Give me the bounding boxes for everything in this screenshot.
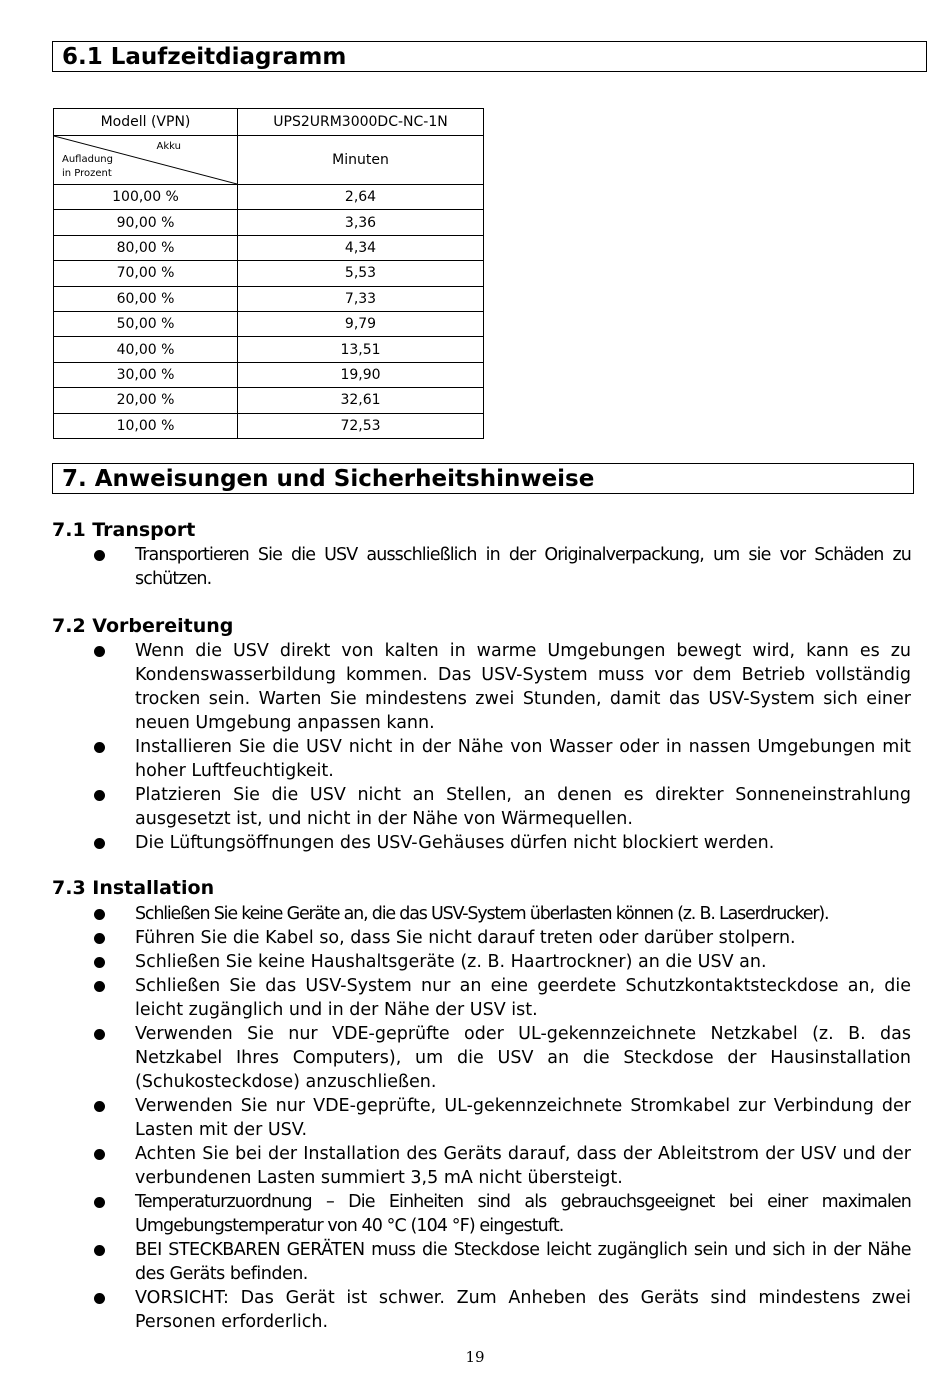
subheading-transport: 7.1 Transport	[52, 519, 196, 541]
list-item	[88, 1190, 911, 1238]
minutes-cell: 3,36	[238, 210, 484, 235]
list-item	[88, 639, 911, 735]
section-title: 6.1 Laufzeitdiagramm	[62, 43, 347, 70]
installation-list	[88, 902, 911, 1334]
bullet-icon	[94, 909, 105, 920]
bullet-icon	[94, 1029, 105, 1040]
minutes-cell: 7,33	[238, 286, 484, 311]
list-item	[88, 974, 911, 1022]
charge-cell: 70,00 %	[54, 261, 238, 286]
table-row	[54, 337, 484, 362]
battery-label: Akku	[156, 141, 181, 152]
charge-cell: 30,00 %	[54, 362, 238, 387]
table-row	[54, 185, 484, 210]
charge-cell: 100,00 %	[54, 185, 238, 210]
charge-cell: 20,00 %	[54, 388, 238, 413]
table-row	[54, 210, 484, 235]
transport-list	[88, 543, 911, 591]
subheading-installation: 7.3 Installation	[52, 877, 215, 899]
bullet-icon	[94, 646, 105, 657]
list-item	[88, 1022, 911, 1094]
charge-cell: 50,00 %	[54, 311, 238, 336]
minutes-cell: 9,79	[238, 311, 484, 336]
minutes-cell: 5,53	[238, 261, 484, 286]
minutes-cell: 13,51	[238, 337, 484, 362]
list-item-text: Platzieren Sie die USV nicht an Stellen, an denen es direkter Sonneneinstrahlung ausgesetzt ist, und nicht in der Nähe von Wärmequellen.	[135, 785, 911, 829]
bullet-icon	[94, 1197, 105, 1208]
bullet-icon	[94, 1149, 105, 1160]
table-row	[54, 362, 484, 387]
charge-cell: 80,00 %	[54, 235, 238, 260]
table-row	[54, 286, 484, 311]
list-item	[88, 1094, 911, 1142]
list-item-text: Schließen Sie keine Geräte an, die das USV-System überlasten können (z. B. Laserdrucker).	[135, 904, 829, 924]
charge-cell: 60,00 %	[54, 286, 238, 311]
list-item	[88, 950, 911, 974]
list-item-text: Temperaturzuordnung – Die Einheiten sind als gebrauchsgeeignet bei einer maximalen Umgebungstemperatur von 40 °C (104 °F) eingestuft.	[135, 1192, 911, 1236]
preparation-list	[88, 639, 911, 855]
minutes-cell: 32,61	[238, 388, 484, 413]
table-row	[54, 235, 484, 260]
list-item	[88, 543, 911, 591]
list-item-text: Verwenden Sie nur VDE-geprüfte oder UL-gekennzeichnete Netzkabel (z. B. das Netzkabel Ihres Computers), um die USV an die Steckdose der Hausinstallation (Schukosteckdose) anzuschließen.	[135, 1024, 911, 1092]
list-item-text: Schließen Sie keine Haushaltsgeräte (z. B. Haartrockner) an die USV an.	[135, 952, 767, 972]
charge-cell: 40,00 %	[54, 337, 238, 362]
minutes-cell: 4,34	[238, 235, 484, 260]
list-item-text: BEI STECKBAREN GERÄTEN muss die Steckdose leicht zugänglich sein und sich in der Nähe des Geräts befinden.	[135, 1240, 911, 1284]
list-item-text: Wenn die USV direkt von kalten in warme Umgebungen bewegt wird, kann es zu Kondenswasserbildung kommen. Das USV-System muss vor dem Betrieb vollständig trocken sein. Warten Sie mindestens zwei Stunden, damit das USV-System sich einer neuen Umgebung anpassen kann.	[135, 641, 911, 733]
list-item-text: Achten Sie bei der Installation des Geräts darauf, dass der Ableitstrom der USV und der verbundenen Lasten summiert 3,5 mA nicht übersteigt.	[135, 1144, 911, 1188]
section-heading-runtime-chart	[52, 41, 927, 72]
bullet-icon	[94, 981, 105, 992]
runtime-table	[53, 108, 484, 439]
minutes-cell: 19,90	[238, 362, 484, 387]
charge-cell: 90,00 %	[54, 210, 238, 235]
bullet-icon	[94, 1293, 105, 1304]
list-item	[88, 1238, 911, 1286]
diagonal-header-cell	[54, 136, 238, 185]
charge-label-line1: Aufladung	[62, 154, 113, 165]
list-item-text: Transportieren Sie die USV ausschließlich in der Originalverpackung, um sie vor Schäden zu schützen.	[135, 545, 911, 589]
list-item	[88, 783, 911, 831]
minutes-header-cell: Minuten	[238, 136, 484, 185]
subheading-preparation: 7.2 Vorbereitung	[52, 615, 234, 637]
list-item	[88, 1142, 911, 1190]
bullet-icon	[94, 838, 105, 849]
section-title: 7. Anweisungen und Sicherheitshinweise	[62, 465, 595, 492]
table-row	[54, 413, 484, 438]
table-row	[54, 311, 484, 336]
minutes-cell: 72,53	[238, 413, 484, 438]
minutes-cell: 2,64	[238, 185, 484, 210]
bullet-icon	[94, 550, 105, 561]
list-item-text: VORSICHT: Das Gerät ist schwer. Zum Anheben des Geräts sind mindestens zwei Personen erforderlich.	[135, 1288, 911, 1332]
list-item-text: Schließen Sie das USV-System nur an eine geerdete Schutzkontaktsteckdose an, die leicht zugänglich und in der Nähe der USV ist.	[135, 976, 911, 1020]
bullet-icon	[94, 957, 105, 968]
bullet-icon	[94, 790, 105, 801]
charge-label	[62, 153, 113, 181]
table-row	[54, 261, 484, 286]
list-item	[88, 735, 911, 783]
bullet-icon	[94, 1245, 105, 1256]
runtime-rows	[54, 185, 484, 439]
table-subheader-row	[54, 136, 484, 185]
bullet-icon	[94, 1101, 105, 1112]
list-item-text: Installieren Sie die USV nicht in der Nähe von Wasser oder in nassen Umgebungen mit hoher Luftfeuchtigkeit.	[135, 737, 911, 781]
list-item	[88, 902, 911, 926]
list-item-text: Verwenden Sie nur VDE-geprüfte, UL-gekennzeichnete Stromkabel zur Verbindung der Lasten mit der USV.	[135, 1096, 911, 1140]
model-label-cell: Modell (VPN)	[54, 109, 238, 136]
section-heading-instructions	[52, 463, 914, 494]
list-item	[88, 831, 911, 855]
table-row	[54, 388, 484, 413]
list-item	[88, 926, 911, 950]
list-item-text: Die Lüftungsöffnungen des USV-Gehäuses dürfen nicht blockiert werden.	[135, 833, 775, 853]
list-item	[88, 1286, 911, 1334]
bullet-icon	[94, 742, 105, 753]
bullet-icon	[94, 933, 105, 944]
page-number: 19	[465, 1348, 485, 1366]
model-value-cell: UPS2URM3000DC-NC-1N	[238, 109, 484, 136]
list-item-text: Führen Sie die Kabel so, dass Sie nicht darauf treten oder darüber stolpern.	[135, 928, 796, 948]
table-header-row	[54, 109, 484, 136]
charge-cell: 10,00 %	[54, 413, 238, 438]
charge-label-line2: in Prozent	[62, 168, 112, 179]
